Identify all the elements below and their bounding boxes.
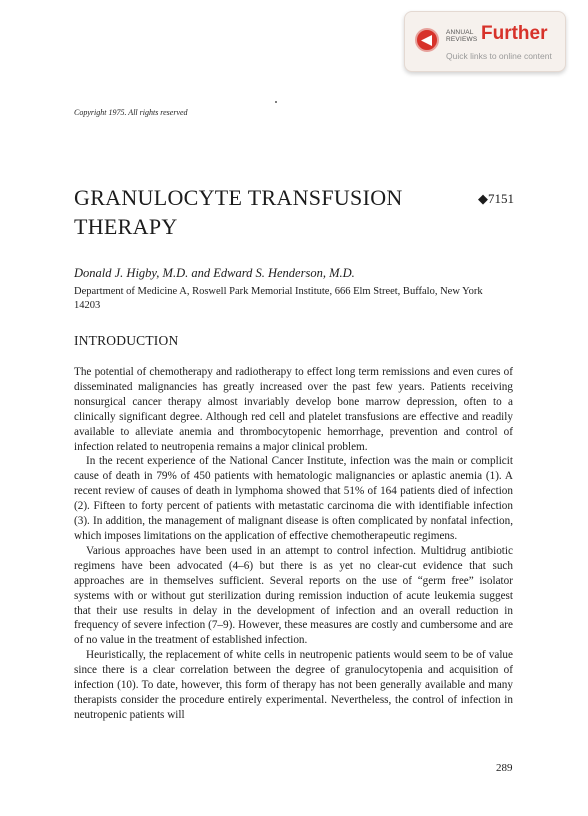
play-icon [415,28,439,52]
quick-links-tagline: Quick links to online content [446,51,552,61]
brand-reviews: REVIEWS [446,36,478,43]
authors: Donald J. Higby, M.D. and Edward S. Henderson, M.D. [74,266,355,280]
paragraph: In the recent experience of the National Cancer Institute, infection was the main or complicit cause of death in 79% of 450 patients with hematologic malignancies or aplastic anemia (1). A recent review of causes of death in lymphoma showed that 51% of 164 patients died of infection (2). Fifteen to forty percent of patients with metastatic carcinoma die with identifiable infection (3). In addition, the management of malignant disease is often complicated by nonfatal infection, which imposes limitations on the application of effective chemotherapeutic regimens. [74,455,513,542]
brand-annual: ANNUAL [446,29,474,36]
paragraph: Various approaches have been used in an attempt to control infection. Multidrug antibiotic regimens have been advocated (4–6) but there is as yet no clear-cut evidence that such approaches are in themselves sufficient. Several reports on the use of “germ free” isolator systems with or without gut sterilization during remission induction of acute leukemia suggest that their use results in delay in the development of infection and an overall reduction in frequency of severe infection (7–9). However, these measures are costly and cumbersome and are of no value in the treatment of established infection. [74,544,513,647]
copyright-notice: Copyright 1975. All rights reserved [74,108,188,117]
paragraph: Heuristically, the replacement of white cells in neutropenic patients would seem to be of value since there is a clear correlation between the degree of granulocytopenia and acquisition of infection (10). To date, however, this form of therapy has not been generally available and many therapists consider the procedure entirely experimental. Nevertheless, the control of infection in neutropenic patients will [74,649,513,721]
stray-dot [275,101,277,103]
body-text [74,365,513,723]
paragraph: The potential of chemotherapy and radiotherapy to effect long term remissions and even cures of disseminated malignancies has greatly increased over the past few years. Patients receiving nonsurgical cancer therapy almost invariably develop bone marrow depression, often to a clinically significant degree. Although red cell and platelet transfusions are effective and readily available to alleviate anemia and thrombocytopenic hemorrhage, prevention and control of infection related to neutropenia remains a major clinical problem. [74,366,513,453]
section-heading: INTRODUCTION [74,333,179,348]
page-number: 289 [496,762,513,774]
annual-reviews-further-banner[interactable] [404,11,566,72]
article-code: ◆7151 [478,191,514,206]
affiliation: Department of Medicine A, Roswell Park Memorial Institute, 666 Elm Street, Buffalo, New York 14203 [74,286,483,311]
article-title: GRANULOCYTE TRANSFUSION THERAPY [74,185,403,239]
further-label: Further [481,23,548,44]
